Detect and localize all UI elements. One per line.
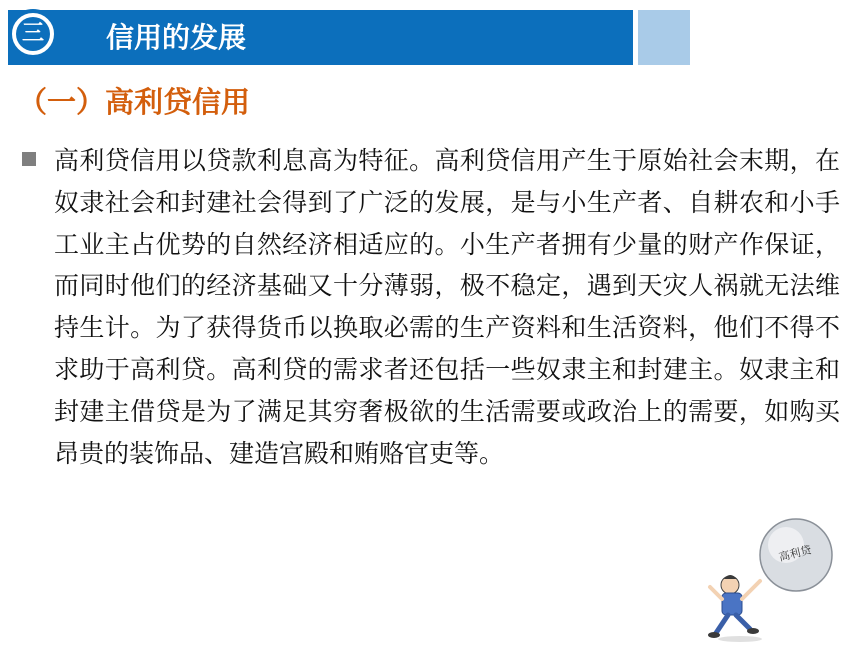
- page-title: 信用的发展: [106, 21, 247, 54]
- section-number: 三: [16, 17, 50, 51]
- body-paragraph: 高利贷信用以贷款利息高为特征。高利贷信用产生于原始社会末期，在奴隶社会和封建社会得到了广泛的发展，是与小生产者、自耕农和小手工业主占优势的自然经济相适应的。小生产者拥有少量的财产作保证，而同时他们的经济基础又十分薄弱，极不稳定，遇到天灾人祸就无法维持生计。为了获得货币以换取必需的生产资料和生活资料，他们不得不求助于高利贷。高利贷的需求者还包括一些奴隶主和封建主。奴隶主和封建主借贷是为了满足其穷奢极欲的生活需要或政治上的需要，如购买昂贵的装饰品、建造宫殿和贿赂官吏等。: [54, 146, 840, 468]
- section-number-badge: [8, 9, 58, 59]
- header-bar: [8, 10, 633, 65]
- running-man-with-ball-icon: [700, 515, 856, 643]
- ball-label: 高利贷: [777, 543, 813, 564]
- bullet-icon: [22, 152, 36, 166]
- section-heading: （一）高利贷信用: [18, 85, 251, 119]
- header-accent-block: [638, 10, 690, 65]
